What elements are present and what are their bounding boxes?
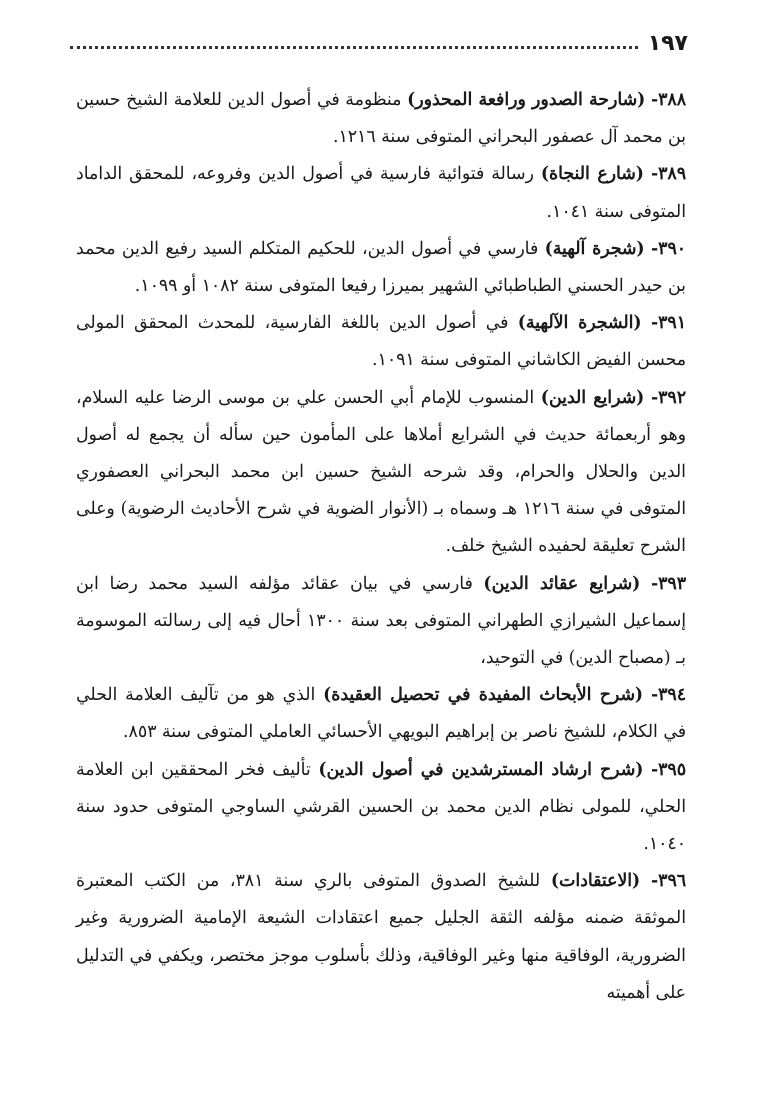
entry-title: (شرايع الدين) [540, 387, 645, 408]
entry-title: (شارع النجاة) [540, 164, 644, 185]
page-header [70, 28, 688, 58]
entry-394 [76, 677, 686, 751]
page-number: ١٩٧ [647, 30, 688, 56]
entry-title: (شارحة الصدور ورافعة المحذور) [407, 90, 646, 110]
entry-number: ٣٩٣- [650, 573, 686, 594]
entry-text: للشيخ الصدوق المتوفى بالري سنة ٣٨١، من الكتب المعتبرة الموثقة ضمنه مؤلفه الثقة الجليل جميع اعتقادات الشيعة الإمامية الضرورية وغير الضرورية، الوفاقية منها وغير الوفاقية، وذلك بأسلوب موجز مختصر، ويكفي في التدليل على أهميته [76, 871, 686, 1003]
entry-text: فارسي في أصول الدين، للحكيم المتكلم السيد رفيع الدين محمد بن حيدر الحسني الطباطبائي الشهير بميرزا رفيعا المتوفى سنة ١٠٨٢ أو ١٠٩٩. [76, 238, 686, 297]
entry-number: ٣٩١- [650, 313, 686, 334]
entry-text: رسالة فتوائية فارسية في أصول الدين وفروعه، للمحقق الداماد المتوفى سنة ١٠٤١. [76, 164, 686, 222]
entry-396 [76, 863, 686, 1012]
entry-number: ٣٩٢- [650, 387, 686, 408]
entry-title: (شرح الأبحاث المفيدة في تحصيل العقيدة) [323, 685, 644, 706]
entry-title: (شرح ارشاد المسترشدين في أصول الدين) [318, 759, 644, 780]
entry-title: (شجرة آلهية) [544, 238, 645, 259]
entry-391 [76, 305, 686, 379]
entry-number: ٣٨٨- [650, 90, 686, 110]
entry-title: (الاعتقادات) [550, 871, 641, 892]
entry-number: ٣٨٩- [650, 164, 686, 185]
entry-395 [76, 752, 686, 864]
entry-text: تأليف فخر المحققين ابن العلامة الحلي، للمولى نظام الدين محمد بن الحسين القرشي الساوجي المتوفى حدود سنة ١٠٤٠. [76, 759, 686, 855]
entry-393 [76, 566, 686, 678]
entry-392 [76, 380, 686, 566]
entry-text: في أصول الدين باللغة الفارسية، للمحدث المحقق المولى محسن الفيض الكاشاني المتوفى سنة ١٠٩١. [76, 313, 686, 371]
entry-text: فارسي في بيان عقائد مؤلفه السيد محمد رضا ابن إسماعيل الشيرازي الطهراني المتوفى بعد سنة ١٣٠٠ أحال فيه إلى رسالته الموسومة بـ (مصباح الدين) في التوحيد، [76, 573, 686, 669]
header-dotted-rule [70, 46, 638, 49]
entry-388 [76, 82, 686, 156]
entry-number: ٣٩٥- [650, 759, 686, 780]
entries-list [76, 82, 686, 1012]
entry-number: ٣٩٠- [650, 238, 687, 259]
entry-389 [76, 156, 686, 230]
entry-title: (شرايع عقائد الدين) [483, 573, 641, 594]
entry-title: (الشجرة الآلهية) [517, 313, 642, 334]
entry-text: الذي هو من تآليف العلامة الحلي في الكلام، للشيخ ناصر بن إبراهيم البويهي الأحسائي العاملي المتوفى سنة ٨٥٣. [76, 685, 686, 743]
entry-text: المنسوب للإمام أبي الحسن علي بن موسى الرضا عليه السلام، وهو أربعمائة حديث في الشرايع أملاها على المأمون حين سأله أن يجمع له أصول الدين والحلال والحرام، وقد شرحه الشيخ حسين ابن محمد البحراني العصفوري المتوفى في سنة ١٢١٦ هـ وسماه بـ (الأنوار الضوية في شرح الأحاديث الرضوية) وعلى الشرح تعليقة لحفيده الشيخ خلف. [76, 387, 687, 557]
entry-number: ٣٩٤- [650, 685, 686, 706]
entry-text: منظومة في أصول الدين للعلامة الشيخ حسين بن محمد آل عصفور البحراني المتوفى سنة ١٢١٦. [76, 90, 686, 148]
entry-390 [76, 231, 686, 305]
entry-number: ٣٩٦- [650, 871, 687, 892]
